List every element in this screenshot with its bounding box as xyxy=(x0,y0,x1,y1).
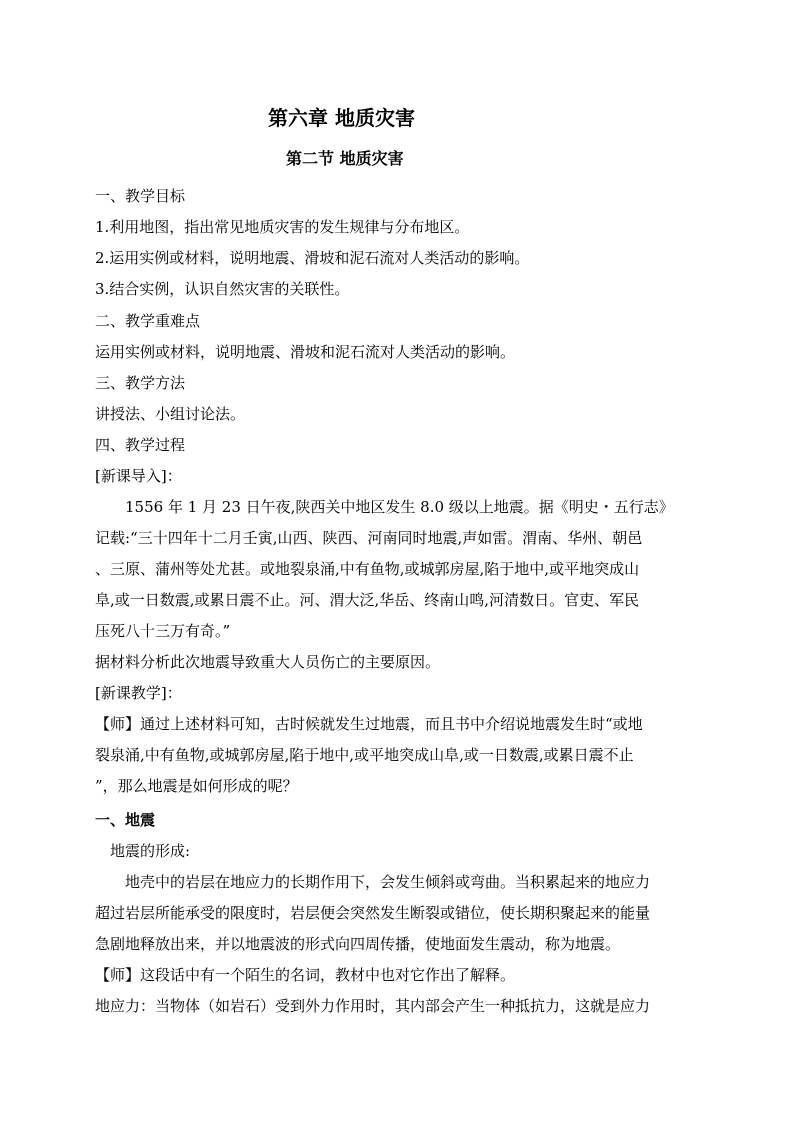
formation-paragraph-line: 超过岩层所能承受的限度时，岩层便会突然发生断裂或错位，使长期积聚起来的能量 xyxy=(95,904,651,922)
key-points-heading: 二、教学重难点 xyxy=(95,312,201,330)
teacher-remark-line: 裂泉涌,中有鱼物,或城郭房屋,陷于地中,或平地突成山阜,或一日数震,或累日震不止 xyxy=(95,746,634,764)
teacher-remark-2: 【师】这段话中有一个陌生的名词，教材中也对它作出了解释。 xyxy=(95,966,516,984)
intro-paragraph-line: 压死八十三万有奇。” xyxy=(95,622,231,640)
intro-paragraph-line: 1556 年 1 月 23 日午夜,陕西关中地区发生 8.0 级以上地震。据《明史・五行志》 xyxy=(125,498,674,516)
earthquake-heading: 一、地震 xyxy=(95,811,156,829)
process-heading: 四、教学过程 xyxy=(95,436,186,454)
teaching-label: [新课教学]： xyxy=(95,684,182,702)
stress-definition: 地应力：当物体（如岩石）受到外力作用时，其内部会产生一种抵抗力，这就是应力 xyxy=(95,997,651,1015)
goal-item-1: 1.利用地图，指出常见地质灾害的发生规律与分布地区。 xyxy=(95,218,470,236)
method-text: 讲授法、小组讨论法。 xyxy=(95,405,246,423)
intro-paragraph-line: 阜,或一日数震,或累日震不止。河、渭大泛,华岳、终南山鸣,河清数日。官吏、军民 xyxy=(95,591,640,609)
goals-heading: 一、教学目标 xyxy=(95,187,186,205)
intro-paragraph-line: 记载:“三十四年十二月壬寅,山西、陕西、河南同时地震,声如雷。渭南、华州、朝邑 xyxy=(95,529,643,547)
section-title: 第二节 地质灾害 xyxy=(286,149,404,168)
teacher-remark-line: 【师】通过上述材料可知，古时候就发生过地震，而且书中介绍说地震发生时“或地 xyxy=(95,715,643,733)
formation-label: 地震的形成: xyxy=(110,842,191,860)
intro-question: 据材料分析此次地震导致重大人员伤亡的主要原因。 xyxy=(95,653,441,671)
method-heading: 三、教学方法 xyxy=(95,374,186,392)
intro-label: [新课导入]： xyxy=(95,467,182,485)
intro-paragraph-line: 、三原、蒲州等处尤甚。或地裂泉涌,中有鱼物,或城郭房屋,陷于地中,或平地突成山 xyxy=(95,560,640,578)
chapter-title: 第六章 地质灾害 xyxy=(268,106,415,130)
goal-item-2: 2.运用实例或材料，说明地震、滑坡和泥石流对人类活动的影响。 xyxy=(95,249,530,267)
formation-paragraph-line: 地壳中的岩层在地应力的长期作用下，会发生倾斜或弯曲。当积累起来的地应力 xyxy=(125,873,651,891)
goal-item-3: 3.结合实例，认识自然灾害的关联性。 xyxy=(95,280,350,298)
formation-paragraph-line: 急剧地释放出来，并以地震波的形式向四周传播，使地面发生震动，称为地震。 xyxy=(95,935,621,953)
teacher-remark-line: ”，那么地震是如何形成的呢？ xyxy=(95,777,298,795)
key-points-text: 运用实例或材料，说明地震、滑坡和泥石流对人类活动的影响。 xyxy=(95,343,516,361)
